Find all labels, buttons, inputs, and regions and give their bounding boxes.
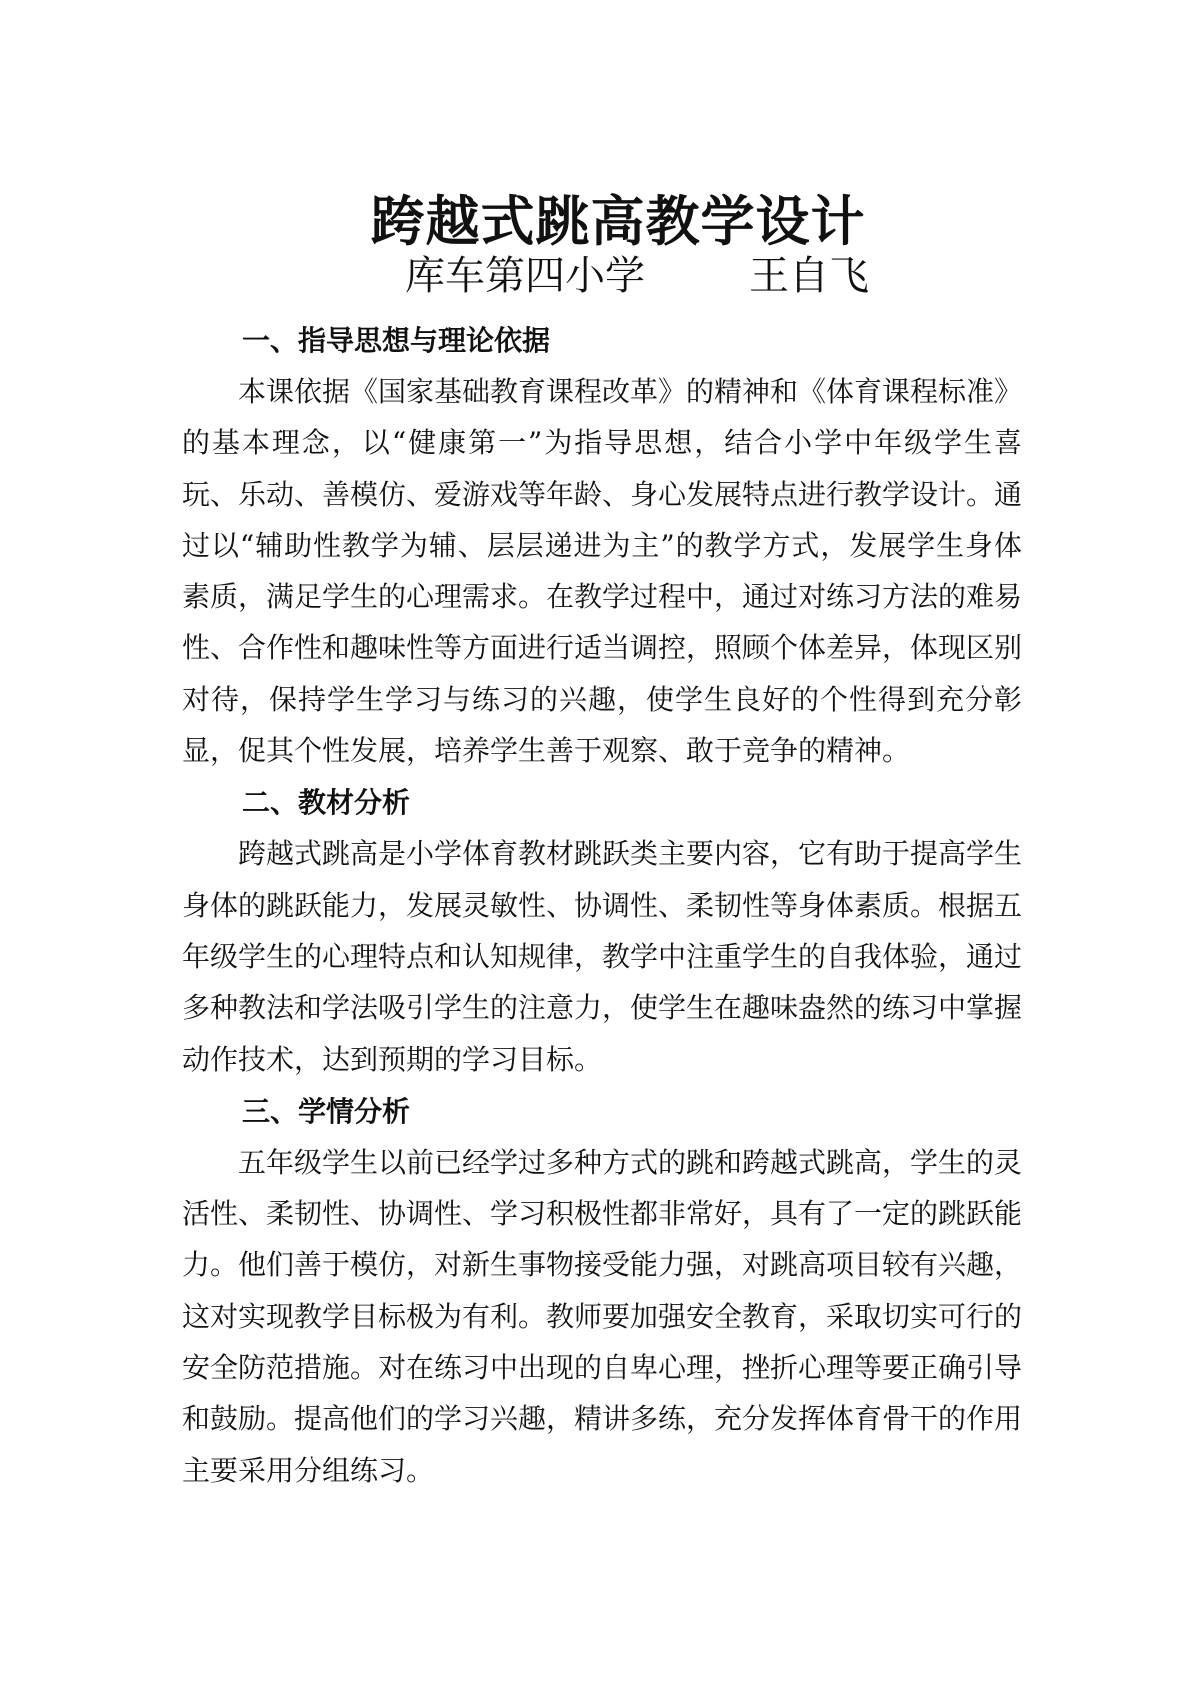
section-heading: 二、教材分析 — [242, 786, 411, 820]
document-title: 跨越式跳高教学设计 — [370, 189, 866, 254]
section-paragraph: 五年级学生以前已经学过多种方式的跳和跨越式跳高，学生的灵活性、柔韧性、协调性、学习积极性都非常好，具有了一定的跳跃能力。他们善于模仿，对新生事物接受能力强，对跳高项目较有兴趣，这对实现教学目标极为有利。教师要加强安全教育，采取切实可行的安全防范措施。对在练习中出现的自卑心理，挫折心理等要正确引导和鼓励。提高他们的学习兴趣，精讲多练，充分发挥体育骨干的作用主要采用分组练习。 — [182, 1145, 1023, 1487]
author-name: 王自飞 — [749, 253, 869, 299]
section-guiding-thought — [182, 316, 1022, 776]
section-student-analysis — [182, 1087, 1022, 1496]
school-name: 库车第四小学 — [405, 253, 645, 299]
section-paragraph: 跨越式跳高是小学体育教材跳跃类主要内容，它有助于提高学生身体的跳跃能力，发展灵敏性、协调性、柔韧性等身体素质。根据五年级学生的心理特点和认知规律，教学中注重学生的自我体验，通过多种教法和学法吸引学生的注意力，使学生在趣味盎然的练习中掌握动作技术，达到预期的学习目标。 — [182, 837, 1023, 1076]
document-body — [182, 316, 1022, 1496]
byline — [405, 248, 925, 304]
section-heading: 一、指导思想与理论依据 — [242, 324, 551, 357]
section-heading: 三、学情分析 — [242, 1094, 411, 1128]
section-material-analysis — [182, 778, 1022, 1084]
section-paragraph: 本课依据《国家基础教育课程改革》的精神和《体育课程标准》的基本理念，以“健康第一”为指导思想，结合小学中年级学生喜玩、乐动、善模仿、爱游戏等年龄、身心发展特点进行教学设计。通过以“辅助性教学为辅、层层递进为主”的教学方式，发展学生身体素质，满足学生的心理需求。在教学过程中，通过对练习方法的难易性、合作性和趣味性等方面进行适当调控，照顾个体差异，体现区别对待，保持学生学习与练习的兴趣，使学生良好的个性得到充分彰显，促其个性发展，培养学生善于观察、敢于竞争的精神。 — [182, 375, 1023, 768]
